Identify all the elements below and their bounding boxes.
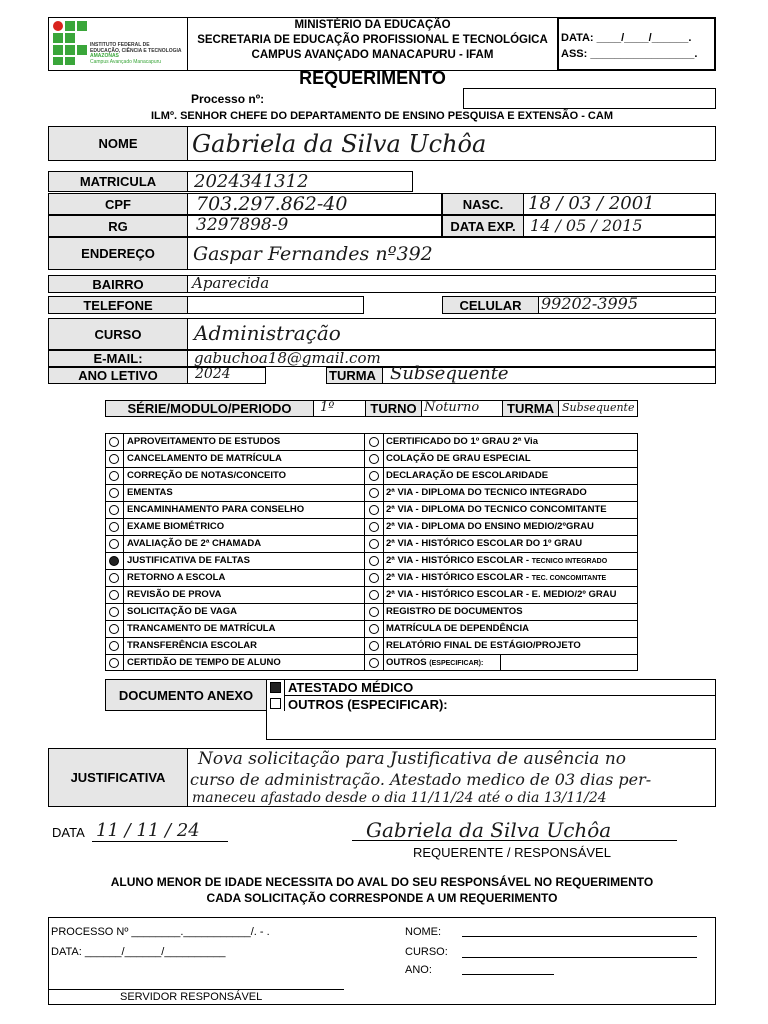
option-radio-left[interactable] (109, 556, 119, 566)
option-radio-right[interactable] (369, 522, 379, 532)
ano-letivo-value: 2024 (195, 366, 231, 382)
header-ass-label: ASS: _________________. (561, 48, 698, 60)
footer-nome: NOME: (405, 926, 442, 938)
footer-servidor: SERVIDOR RESPONSÁVEL (120, 991, 263, 1003)
bairro-value: Aparecida (192, 274, 270, 292)
note-2: CADA SOLICITAÇÃO CORRESPONDE A UM REQUERIMENTO (206, 891, 558, 905)
option-radio-right[interactable] (369, 505, 379, 515)
option-label-right: MATRÍCULA DE DEPENDÊNCIA (386, 623, 530, 634)
footer-ano: ANO: (405, 964, 432, 976)
option-label-left: EXAME BIOMÉTRICO (127, 521, 225, 532)
data-exp-value: 14 / 05 / 2015 (530, 216, 643, 235)
option-label-right: 2ª VIA - HISTÓRICO ESCOLAR DO 1º GRAU (386, 538, 583, 549)
option-radio-left[interactable] (109, 437, 119, 447)
celular-value: 99202-3995 (541, 294, 639, 313)
signature: Gabriela da Silva Uchôa (366, 818, 612, 842)
option-radio-right[interactable] (369, 624, 379, 634)
processo-label: Processo nº: (191, 92, 265, 106)
serie-value: 1º (320, 400, 335, 415)
celular-label: CELULAR (442, 296, 539, 314)
option-label-right: DECLARAÇÃO DE ESCOLARIDADE (386, 470, 549, 481)
option-radio-left[interactable] (109, 624, 119, 634)
footer-data: DATA: ______/______/__________ (51, 946, 226, 958)
option-label-left: TRANSFERÊNCIA ESCOLAR (127, 640, 258, 651)
option-label-right: 2ª VIA - DIPLOMA DO TECNICO CONCOMITANTE (386, 504, 607, 515)
logo-line: Campus Avançado Manacapuru (90, 58, 162, 65)
option-label-right: COLAÇÃO DE GRAU ESPECIAL (386, 453, 531, 464)
nome-label: NOME (48, 126, 188, 161)
option-radio-left[interactable] (109, 658, 119, 668)
header-data-label: DATA: ____/____/______. (561, 32, 692, 44)
turno-label: TURNO (365, 400, 422, 417)
option-radio-left[interactable] (109, 607, 119, 617)
header-line-2: SECRETARIA DE EDUCAÇÃO PROFISSIONAL E TECNOLÓGICA (197, 34, 548, 46)
endereco-label: ENDEREÇO (48, 237, 188, 270)
header-line-3: CAMPUS AVANÇADO MANACAPURU - IFAM (251, 49, 494, 61)
option-label-left: REVISÃO DE PROVA (127, 589, 222, 600)
option-radio-left[interactable] (109, 454, 119, 464)
option-radio-left[interactable] (109, 573, 119, 583)
option-label-left: CANCELAMENTO DE MATRÍCULA (127, 453, 282, 464)
cpf-value: 703.297.862-40 (196, 193, 348, 215)
option-label-right: 2ª VIA - HISTÓRICO ESCOLAR - TEC. CONCOMITANTE (386, 572, 607, 583)
matricula-label: MATRICULA (48, 171, 188, 192)
footer-processo: PROCESSO Nº ________.___________/. - . (51, 926, 270, 938)
page-title: REQUERIMENTO (299, 68, 446, 88)
matricula-value: 2024341312 (194, 171, 309, 192)
data-label: DATA (52, 825, 85, 840)
footer-curso: CURSO: (405, 946, 448, 958)
option-label-left: AVALIAÇÃO DE 2ª CHAMADA (127, 538, 262, 549)
option-radio-left[interactable] (109, 590, 119, 600)
option-radio-right[interactable] (369, 573, 379, 583)
anexo-option-1: ATESTADO MÉDICO (288, 680, 414, 695)
addressee: ILMº. SENHOR CHEFE DO DEPARTAMENTO DE ENSINO PESQUISA E EXTENSÃO - CAM (151, 110, 613, 122)
anexo-checkbox-2[interactable] (270, 698, 281, 709)
requerente-label: REQUERENTE / RESPONSÁVEL (413, 845, 611, 860)
justificativa-label: JUSTIFICATIVA (48, 748, 188, 807)
email-label: E-MAIL: (48, 350, 188, 367)
option-radio-left[interactable] (109, 505, 119, 515)
option-label-left: APROVEITAMENTO DE ESTUDOS (127, 436, 281, 447)
option-label-right: OUTROS (ESPECIFICAR): (386, 657, 484, 668)
option-radio-right[interactable] (369, 437, 379, 447)
nasc-label: NASC. (442, 193, 524, 215)
turno-value: Noturno (424, 400, 480, 415)
turma2-label: TURMA (502, 400, 559, 417)
option-label-right: RELATÓRIO FINAL DE ESTÁGIO/PROJETO (386, 640, 581, 651)
option-radio-right[interactable] (369, 658, 379, 668)
nasc-value: 18 / 03 / 2001 (528, 193, 655, 214)
nome-value: Gabriela da Silva Uchôa (192, 130, 487, 158)
anexo-option-2: OUTROS (ESPECIFICAR): (288, 697, 448, 712)
cpf-label: CPF (48, 193, 188, 215)
option-label-left: JUSTIFICATIVA DE FALTAS (127, 555, 250, 566)
telefone-field[interactable] (187, 296, 364, 314)
bairro-label: BAIRRO (48, 275, 188, 293)
option-label-left: RETORNO A ESCOLA (127, 572, 226, 583)
option-radio-right[interactable] (369, 454, 379, 464)
option-label-left: CORREÇÃO DE NOTAS/CONCEITO (127, 470, 287, 481)
anexo-label: DOCUMENTO ANEXO (105, 679, 267, 711)
option-radio-right[interactable] (369, 539, 379, 549)
option-label-right: 2ª VIA - HISTÓRICO ESCOLAR - E. MEDIO/2º GRAU (386, 589, 617, 600)
logo-line: AMAZONAS (90, 53, 119, 59)
note-1: ALUNO MENOR DE IDADE NECESSITA DO AVAL DO SEU RESPONSÁVEL NO REQUERIMENTO (110, 875, 654, 889)
option-radio-left[interactable] (109, 522, 119, 532)
curso-label: CURSO (48, 318, 188, 350)
option-radio-right[interactable] (369, 471, 379, 481)
option-label-right: 2ª VIA - DIPLOMA DO ENSINO MEDIO/2ºGRAU (386, 521, 594, 532)
option-radio-left[interactable] (109, 641, 119, 651)
option-radio-right[interactable] (369, 556, 379, 566)
option-label-left: TRANCAMENTO DE MATRÍCULA (127, 623, 276, 634)
logo-line: INSTITUTO FEDERAL DE (90, 42, 150, 48)
turma2-value: Subsequente (562, 401, 635, 414)
option-label-left: SOLICITAÇÃO DE VAGA (127, 606, 237, 617)
option-radio-left[interactable] (109, 488, 119, 498)
option-label-right: REGISTRO DE DOCUMENTOS (386, 606, 523, 617)
ano-letivo-label: ANO LETIVO (48, 367, 188, 384)
serie-label: SÉRIE/MODULO/PERIODO (105, 400, 314, 417)
option-radio-left[interactable] (109, 539, 119, 549)
option-radio-right[interactable] (369, 488, 379, 498)
option-label-left: EMENTAS (127, 487, 173, 498)
option-label-left: CERTIDÃO DE TEMPO DE ALUNO (127, 657, 281, 668)
anexo-checkbox-1[interactable] (270, 682, 281, 693)
email-value: gabuchoa18@gmail.com (194, 349, 381, 367)
option-radio-right[interactable] (369, 607, 379, 617)
curso-value: Administração (194, 321, 341, 345)
option-radio-right[interactable] (369, 641, 379, 651)
rg-value: 3297898-9 (196, 215, 289, 235)
ifam-logo-icon (52, 20, 88, 66)
rg-label: RG (48, 215, 188, 237)
justificativa-line-3: maneceu afastado desde o dia 11/11/24 até o dia 13/11/24 (192, 790, 607, 806)
option-label-right: 2ª VIA - DIPLOMA DO TECNICO INTEGRADO (386, 487, 587, 498)
justificativa-line-1: Nova solicitação para Justificativa de ausência no (198, 749, 626, 769)
justificativa-line-2: curso de administração. Atestado medico de 03 dias per- (190, 770, 652, 789)
processo-field[interactable] (463, 88, 716, 109)
endereco-value: Gaspar Fernandes nº392 (193, 243, 433, 265)
ifam-logo (52, 20, 186, 68)
option-label-right: CERTIFICADO DO 1º GRAU 2ª Via (386, 436, 538, 447)
option-label-right: 2ª VIA - HISTÓRICO ESCOLAR - TECNICO INTEGRADO (386, 555, 608, 566)
option-label-left: ENCAMINHAMENTO PARA CONSELHO (127, 504, 305, 515)
turma-label: TURMA (326, 367, 383, 384)
data-exp-label: DATA EXP. (442, 215, 524, 237)
option-radio-right[interactable] (369, 590, 379, 600)
turma-value: Subsequente (390, 363, 509, 384)
header-line-1: MINISTÉRIO DA EDUCAÇÃO (294, 19, 451, 31)
data-value: 11 / 11 / 24 (96, 820, 200, 841)
telefone-label: TELEFONE (48, 296, 188, 314)
option-radio-left[interactable] (109, 471, 119, 481)
logo-line: EDUCAÇÃO, CIÊNCIA E TECNOLOGIA (90, 47, 182, 54)
